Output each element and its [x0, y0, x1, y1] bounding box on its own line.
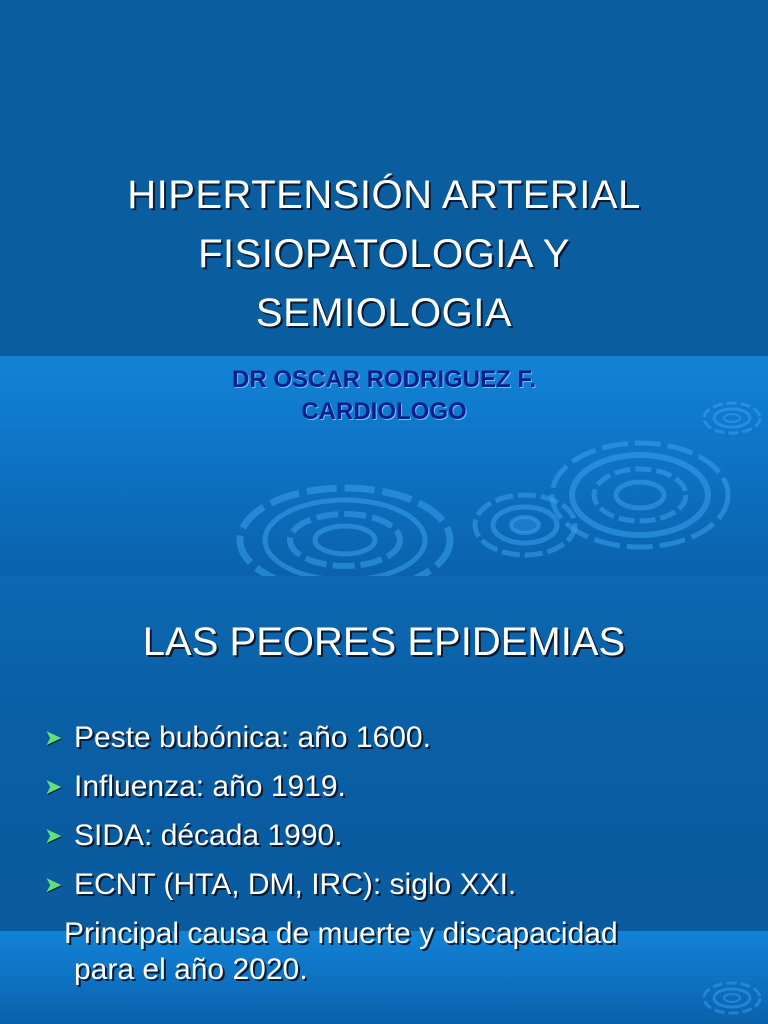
- author-role: CARDIOLOGO: [301, 398, 467, 425]
- list-item: [44, 716, 744, 765]
- paragraph-line: Principal causa de muerte y discapacidad: [64, 917, 618, 950]
- slide-title: LAS PEORES EPIDEMIAS: [142, 620, 626, 664]
- list-item-text: SIDA: década 1990.: [74, 819, 343, 852]
- title-line: FISIOPATOLOGIA Y: [198, 232, 570, 276]
- list-item-text: Influenza: año 1919.: [74, 770, 346, 803]
- list-item: [44, 863, 744, 912]
- presentation-title: [0, 166, 768, 343]
- slide-epidemias: [0, 576, 768, 1024]
- arrowhead-bullet-icon: ➤: [44, 725, 63, 750]
- list-item: [44, 814, 744, 863]
- summary-paragraph: [64, 916, 754, 988]
- list-item-text: Peste bubónica: año 1600.: [74, 721, 431, 754]
- arrowhead-bullet-icon: ➤: [44, 872, 63, 897]
- paragraph-line: para el año 2020.: [74, 953, 308, 986]
- arrowhead-bullet-icon: ➤: [44, 823, 63, 848]
- epidemics-list: [44, 716, 744, 912]
- title-line: SEMIOLOGIA: [255, 291, 513, 335]
- list-item: [44, 765, 744, 814]
- list-item-text: ECNT (HTA, DM, IRC): siglo XXI.: [74, 868, 517, 901]
- presentation-subtitle: [0, 364, 768, 428]
- arrowhead-bullet-icon: ➤: [44, 774, 63, 799]
- title-line: HIPERTENSIÓN ARTERIAL: [127, 173, 641, 217]
- author-name: DR OSCAR RODRIGUEZ F.: [231, 366, 536, 393]
